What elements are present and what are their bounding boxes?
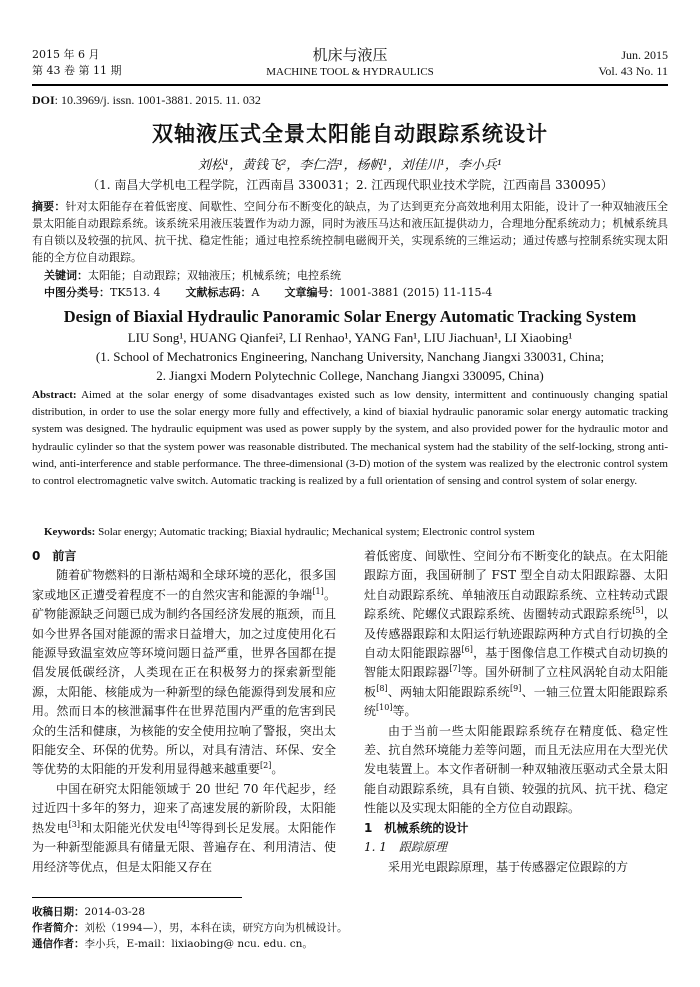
body-right-column (364, 547, 668, 877)
abstract-cn (32, 198, 668, 266)
footnote (32, 904, 672, 952)
header-rule (32, 84, 668, 86)
classification-cn (32, 284, 668, 301)
doi-line (32, 93, 261, 108)
abstract-en-text: Aimed at the solar energy of some disadvantages existed such as low density, intermittent and continuously changing spatial distribution, in order to use the solar energy more fully and effectively, a kind of biaxial hydraulic panoramic solar energy automatic tracking system was designed. The hydraulic equipment was used as power supply by the system, and also provided power for the hydraulic motor and hydraulic cylinder so that the system power was reasonable distributed. The mechanical system had the stability of the self-locking, strong anti-wind, anti-interference and stable performance. The three-dimensional (3-D) motion of the system was realized by the electronic control system to control electromagnetic valve switch. Automatic tracking is realized by a full orientation of sensing and control system of solar energy. (32, 389, 668, 488)
doi-label: DOI (32, 93, 55, 107)
body-paragraph: 采用光电跟踪原理，基于传感器定位跟踪的方 (388, 859, 629, 874)
doc-code-label: 文献标志码： (185, 286, 252, 299)
section-heading-1-1: 1. 1 跟踪原理 (364, 840, 447, 855)
body-paragraph: 随着矿物燃料的日渐枯竭和全球环境的恶化，很多国家或地区正遭受着程度不一的自然灾害和能源的争端[1]。矿物能源缺乏问题已成为制约各国经济发展的瓶颈，而且如今世界各国对能源的需求日益增大，加之过度使用化石能源导致温室效应等环境问题日益严重，世界各国都在提倡发展低碳经济，人类现在正在积极努力的探索新型能源，太阳能、核能成为一种新型的绿色能源得到发展和应用。然而日本的核泄漏事件在世界范围内严重的危害到民众的生活和健康，为核能的安全使用拉响了警报，突出太阳能安全、环保的优势。所以，对具有清洁、环保、安全等优势的太阳能的开发利用显得越来越重要[2]。 (32, 568, 336, 777)
section-heading-1: 1 机械系统的设计 (364, 820, 469, 835)
clc-label: 中图分类号： (44, 286, 110, 299)
header-journal-en: MACHINE TOOL & HYDRAULICS (266, 66, 434, 78)
body-paragraph: 着低密度、间歇性、空间分布不断变化的缺点。在太阳能跟踪方面，我国研制了 FST 型全自动太阳跟踪器、太阳灶自动跟踪系统、单轴液压自动跟踪系统、立柱转动式跟踪系统、陀螺仪式跟踪系统、齿圈转动式跟踪系统[5]，以及传感器跟踪和太阳运行轨迹跟踪两种方式自行切换的全自动太阳能跟踪器[6]，基于图像信息工作模式自动切换的智能太阳跟踪器[7]等。国外研制了立柱风涡轮自动太阳能板[8]、两轴太阳能跟踪系统[9]、一轴三位置太阳能跟踪系统[10]等。 (364, 549, 668, 719)
footnote-corresponding: 通信作者：李小兵，E-mail：lixiaobing@ ncu. edu. cn。 (32, 938, 313, 950)
affil-cn: （1. 南昌大学机电工程学院，江西南昌 330031；2. 江西现代职业技术学院，江西南昌 330095） (87, 178, 613, 192)
header-date-cn: 2015 年 6 月 (32, 48, 100, 61)
authors-cn: 刘松¹，黄钱飞²，李仁浩¹，杨帆¹，刘佳川¹，李小兵¹ (197, 158, 503, 173)
affil-en-1: (1. School of Mechatronics Engineering, Nanchang University, Nanchang Jiangxi 330031, China; (95, 349, 605, 364)
keywords-en-label: Keywords: (44, 526, 96, 538)
authors-en: LIU Song¹, HUANG Qianfei², LI Renhao¹, YANG Fan¹, LIU Jiachuan¹, LI Xiaobing¹ (127, 330, 573, 345)
keywords-cn (32, 267, 668, 284)
body-paragraph: 由于当前一些太阳能跟踪系统存在精度低、稳定性差、抗自然环境能力差等问题，而且无法应用在大型光伏发电装置上。本文作者研制一种双轴液压驱动式全景太阳能自动跟踪系统，具有自锁、较强的抗风、抗干扰、稳定性能以及实现太阳能的全方位自动跟踪。 (364, 723, 668, 816)
header-volume-en: Vol. 43 No. 11 (598, 64, 668, 78)
article-number-value: 1001-3881 (2015) 11-115-4 (339, 286, 493, 299)
footnote-received: 收稿日期：2014-03-28 (32, 906, 146, 918)
footnote-rule (32, 897, 242, 898)
keywords-cn-text: 太阳能；自动跟踪；双轴液压；机械系统；电控系统 (88, 269, 341, 282)
keywords-en-text: Solar energy; Automatic tracking; Biaxial hydraulic; Mechanical system; Electronic control system (95, 526, 535, 538)
affil-en-2: 2. Jiangxi Modern Polytechnic College, Nanchang Jiangxi 330095, China) (156, 368, 544, 383)
clc-value: TK513. 4 (110, 286, 161, 299)
title-cn: 双轴液压式全景太阳能自动跟踪系统设计 (152, 121, 548, 146)
body-paragraph: 中国在研究太阳能领域于 20 世纪 70 年代起步，经过近四十多年的努力，迎来了高速发展的新阶段，太阳能热发电[3]和太阳能光伏发电[4]等得到长足发展。太阳能作为一种新型能源具有储量无限、普遍存在、利用清洁、使用经济等优点，但是太阳能又存在 (32, 781, 336, 874)
doc-code-value: A (251, 286, 260, 299)
abstract-en (32, 387, 668, 490)
doi-value: : 10.3969/j. issn. 1001-3881. 2015. 11. 032 (54, 93, 261, 107)
keywords-en (32, 524, 668, 541)
abstract-cn-label: 摘要： (32, 200, 66, 213)
article-number-label: 文章编号： (284, 286, 340, 299)
abstract-en-label: Abstract: (32, 389, 77, 401)
title-en: Design of Biaxial Hydraulic Panoramic Solar Energy Automatic Tracking System (63, 307, 637, 326)
header-journal-cn: 机床与液压 (312, 46, 388, 64)
header-date-en: Jun. 2015 (621, 48, 668, 62)
header-volume-cn: 第 43 卷 第 11 期 (32, 64, 122, 77)
abstract-cn-text: 针对太阳能存在着低密度、间歇性、空间分布不断变化的缺点，为了达到更充分高效地利用太阳能，设计了一种双轴液压全景太阳能自动跟踪系统。该系统采用液压装置作为动力源，同时为液压马达和液压缸提供动力，合理地分配系统动力；机械系统具有自锁以及较强的抗风、抗干扰、稳定性能；通过电控系统控制电磁阀开关，实现系统的三维运动；通过传感与控制系统实现太阳能的全方位自动跟踪。 (32, 200, 668, 264)
footnote-author: 作者简介：刘松（1994—），男，本科在读，研究方向为机械设计。 (32, 922, 348, 934)
section-heading-0: 0 前言 (32, 549, 77, 563)
body-left-column (32, 547, 336, 877)
keywords-cn-label: 关键词： (44, 269, 88, 282)
